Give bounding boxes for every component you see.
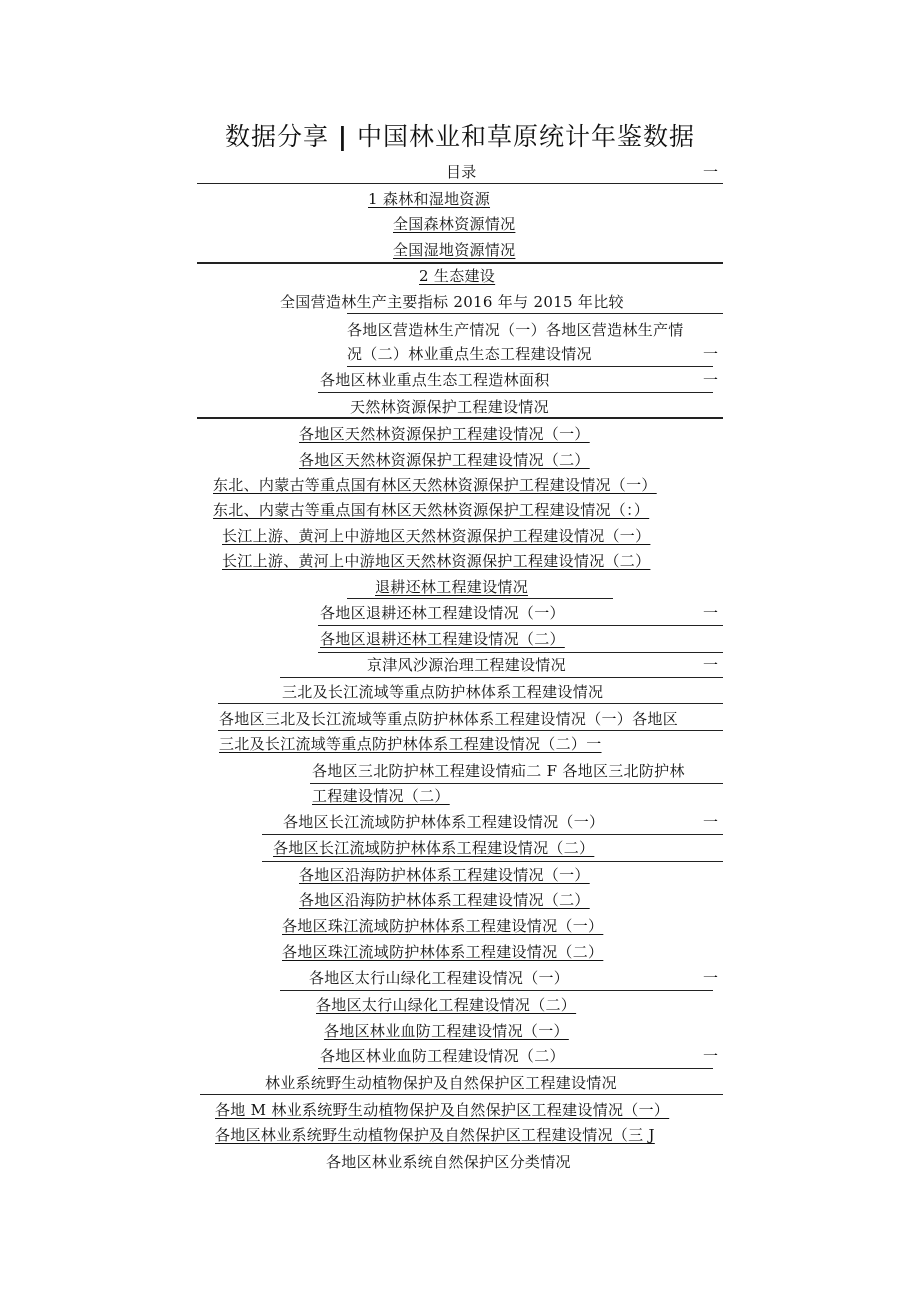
divider xyxy=(262,861,723,862)
divider xyxy=(310,783,723,784)
toc-link[interactable]: 各地区林业系统野生动植物保护及自然保护区工程建设情况（三 J xyxy=(215,1126,655,1144)
toc-link[interactable]: 各地区林业血防工程建设情况（二） xyxy=(320,1047,565,1065)
toc-link[interactable]: 各地区天然林资源保护工程建设情况（一） xyxy=(299,425,590,443)
toc-link[interactable]: 各地区退耕还林工程建设情况（一） xyxy=(320,604,565,622)
divider xyxy=(318,652,723,653)
toc-link[interactable]: 各地区天然林资源保护工程建设情况（二） xyxy=(299,451,590,469)
divider xyxy=(318,625,723,626)
toc-link[interactable]: 各地区林业血防工程建设情况（一） xyxy=(324,1022,569,1040)
divider xyxy=(347,598,613,599)
toc-link[interactable]: 全国森林资源情况 xyxy=(393,215,516,233)
toc-link[interactable]: 东北、内蒙古等重点国有林区天然林资源保护工程建设情况（一） xyxy=(213,476,657,494)
toc-link[interactable]: 三北及长江流域等重点防护林体系工程建设情况（二）一 xyxy=(219,735,602,753)
divider xyxy=(347,313,723,314)
divider xyxy=(347,366,713,367)
toc-link[interactable]: 各地区珠江流域防护林体系工程建设情况（一） xyxy=(282,917,604,935)
toc-link[interactable]: 东北、内蒙古等重点国有林区天然林资源保护工程建设情况（：） xyxy=(213,501,650,519)
toc-link[interactable]: 各地区珠江流域防护林体系工程建设情况（二） xyxy=(282,943,604,961)
toc-link[interactable]: 全国营造林生产主要指标 2016 年与 2015 年比较 xyxy=(280,293,624,311)
toc-link[interactable]: 京津风沙源治理工程建设情况 xyxy=(367,656,566,674)
toc-link[interactable]: 各地区退耕还林工程建设情况（二） xyxy=(320,630,565,648)
divider xyxy=(197,417,723,419)
divider xyxy=(280,990,713,991)
divider xyxy=(262,834,723,835)
toc-dash: 一 xyxy=(703,1047,719,1065)
toc-link[interactable]: 各地区林业重点生态工程造林面积 xyxy=(320,371,550,389)
toc-link[interactable]: 各地区沿海防护林体系工程建设情况（二） xyxy=(299,891,590,909)
toc-link[interactable]: 各地 M 林业系统野生动植物保护及自然保护区工程建设情况（一） xyxy=(215,1101,670,1119)
divider xyxy=(318,392,713,393)
toc-link[interactable]: 各地区太行山绿化工程建设情况（一） xyxy=(309,969,570,987)
toc-link[interactable]: 各地区太行山绿化工程建设情况（二） xyxy=(316,996,577,1014)
divider xyxy=(218,703,723,704)
toc-link[interactable]: 三北及长江流域等重点防护林体系工程建设情况 xyxy=(282,683,604,701)
toc-link[interactable]: 各地区长江流域防护林体系工程建设情况（一） xyxy=(283,813,605,831)
toc-link[interactable]: 长江上游、黄河上中游地区天然林资源保护工程建设情况（一） xyxy=(222,527,651,545)
divider xyxy=(197,262,723,264)
toc-link[interactable]: 2 生态建设 xyxy=(419,267,496,285)
toc-dash: 一 xyxy=(703,813,719,831)
toc-link[interactable]: 各地区长江流域防护林体系工程建设情况（二） xyxy=(273,839,595,857)
toc-dash: 一 xyxy=(703,604,719,622)
divider xyxy=(218,730,723,731)
toc-dash: 一 xyxy=(703,371,719,389)
toc-link[interactable]: 各地区沿海防护林体系工程建设情况（一） xyxy=(299,866,590,884)
toc-heading: 目录 xyxy=(446,163,477,181)
toc-link[interactable]: 1 森林和湿地资源 xyxy=(368,190,491,208)
title-left: 数据分享 xyxy=(224,122,329,151)
toc-link[interactable]: 长江上游、黄河上中游地区天然林资源保护工程建设情况（二） xyxy=(222,552,651,570)
title-right: 中国林业和草原统计年鉴数据 xyxy=(357,122,696,151)
toc-link[interactable]: 各地区三北及长江流域等重点防护林体系工程建设情况（一）各地区 xyxy=(219,710,679,728)
toc-dash: 一 xyxy=(703,163,719,181)
divider xyxy=(318,1068,713,1069)
divider xyxy=(200,1094,723,1095)
divider xyxy=(280,677,723,678)
toc-dash: 一 xyxy=(703,969,719,987)
toc-link[interactable]: 全国湿地资源情况 xyxy=(393,241,516,259)
toc-link[interactable]: 天然林资源保护工程建设情况 xyxy=(350,398,549,416)
toc-dash: 一 xyxy=(703,656,719,674)
toc-link[interactable]: 各地区营造林生产情况（一）各地区营造林生产情 xyxy=(347,321,684,339)
toc-link[interactable]: 林业系统野生动植物保护及自然保护区工程建设情况 xyxy=(265,1074,617,1092)
toc-link[interactable]: 各地区林业系统自然保护区分类情况 xyxy=(326,1153,571,1171)
toc-link[interactable]: 况（二）林业重点生态工程建设情况 xyxy=(347,345,592,363)
divider xyxy=(197,183,723,184)
document-title xyxy=(0,120,920,154)
toc-link[interactable]: 退耕还林工程建设情况 xyxy=(375,578,529,596)
toc-dash: 一 xyxy=(703,345,719,363)
title-separator: | xyxy=(337,122,349,151)
toc-link[interactable]: 各地区三北防护林工程建设情疝二 F 各地区三北防护林 xyxy=(312,762,685,780)
toc-link[interactable]: 工程建设情况（二） xyxy=(312,787,450,805)
